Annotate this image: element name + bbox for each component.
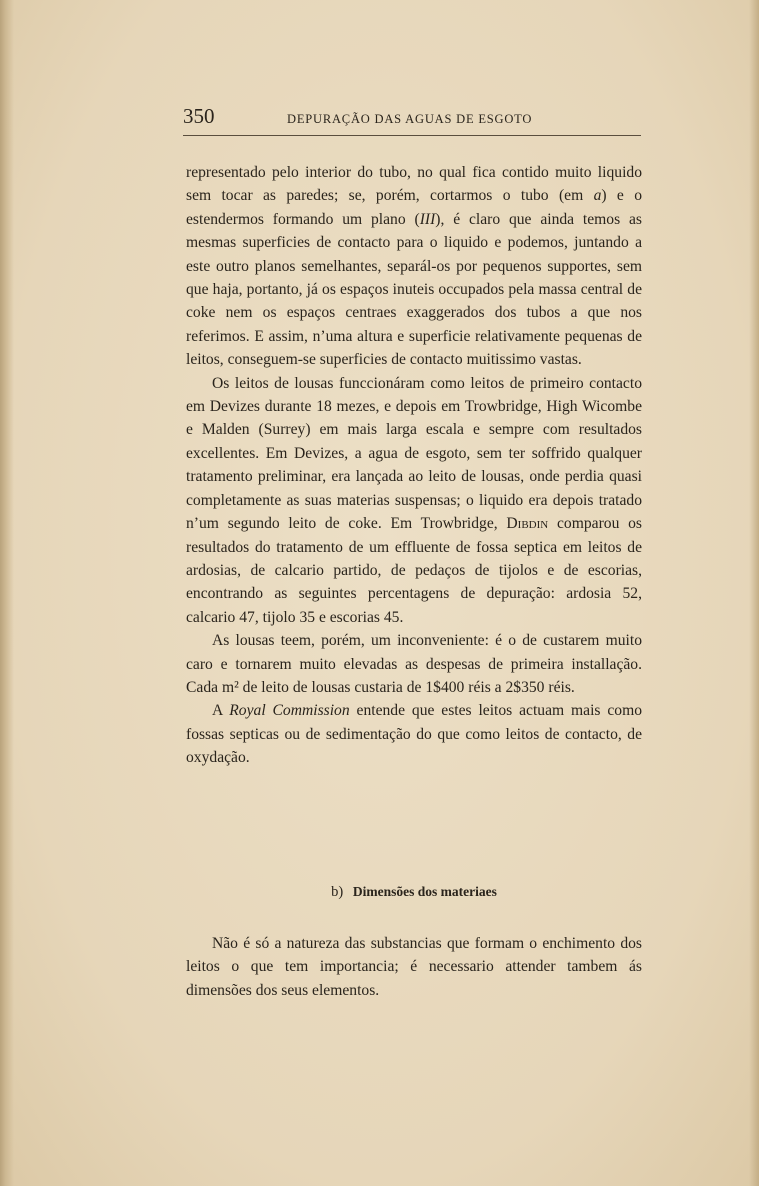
paragraph-5: [186, 932, 642, 1002]
paragraph-4-text-b: entende que estes leitos actuam mais como fossas septicas ou de sedimentação do que como leitos de contacto, de oxydação.: [186, 702, 642, 767]
paragraph-1-text-b: ) e o estendermos formando um plano (: [186, 187, 642, 228]
paragraph-1-italic-a: a: [593, 187, 602, 205]
paragraph-3: [186, 629, 642, 699]
paragraph-1-text-a: representado pelo interior do tubo, no qual fica contido muito liquido sem tocar as paredes; se, porém, cortarmos o tubo (em: [186, 164, 642, 205]
royal-commission-italic: Royal Commission: [229, 702, 350, 720]
header-rule: [183, 135, 641, 136]
author-name-dibdin: Dibdin: [506, 515, 549, 533]
page-header: [183, 103, 641, 133]
section-text: [186, 932, 642, 1002]
section-title: Dimensões dos materiaes: [352, 884, 497, 899]
section-heading: [186, 882, 642, 902]
paragraph-4-text-a: A: [212, 702, 230, 720]
main-text: [186, 161, 642, 770]
paragraph-1: [186, 161, 642, 372]
paragraph-5-text: Não é só a natureza das substancias que formam o enchimento dos leitos o que tem importancia; é necessario attender tambem ás dimensões dos seus elementos.: [186, 935, 642, 999]
page-edge-right: [749, 0, 759, 1186]
paragraph-3-text: As lousas teem, porém, um inconveniente: é o de custarem muito caro e tornarem muito elevadas as despesas de primeira installação. Cada m² de leito de lousas custaria de 1$400 réis a 2$350 réis.: [186, 632, 642, 696]
page-number: 350: [183, 104, 215, 128]
paragraph-2-text-b: comparou os resultados do tratamento de um effluente de fossa septica em leitos de ardosias, de calcario partido, de pedaços de tijolos e de escorias, encontrando as seguintes percentagens de depuração: ardosia 52, calcario 47, tijolo 35 e escorias 45.: [186, 515, 642, 626]
paragraph-1-text-c: ), é claro que ainda temos as mesmas superficies de contacto para o liquido e podemos, juntando a este outro planos semelhantes, separál-os por pequenos supportes, sem que haja, portanto, já os espaços inuteis occupados pela massa central de coke nem os espaços centraes exaggerados dos tubos a que nos referimos. E assim, n’uma altura e superficie relativamente pequenas de leitos, conseguem-se superficies de contacto muitissimo vastas.: [186, 210, 642, 369]
paragraph-4: [186, 699, 642, 769]
paragraph-2: [186, 372, 642, 629]
page-edge-left: [0, 0, 14, 1186]
paragraph-1-italic-roman-numeral: III: [419, 210, 436, 228]
running-title: DEPURAÇÃO DAS AGUAS DE ESGOTO: [287, 112, 533, 126]
paragraph-2-text-a: Os leitos de lousas funccionáram como leitos de primeiro contacto em Devizes durante 18 mezes, e depois em Trowbridge, High Wicombe e Malden (Surrey) em mais larga escala e sempre com resultados excellentes. Em Devizes, a agua de esgoto, sem ter soffrido qualquer tratamento preliminar, era lançada ao leito de lousas, onde perdia quasi completamente as suas materias suspensas; o liquido era depois tratado n’um segundo leito de coke. Em Trowbridge,: [186, 374, 642, 533]
section-label: b): [331, 884, 344, 900]
